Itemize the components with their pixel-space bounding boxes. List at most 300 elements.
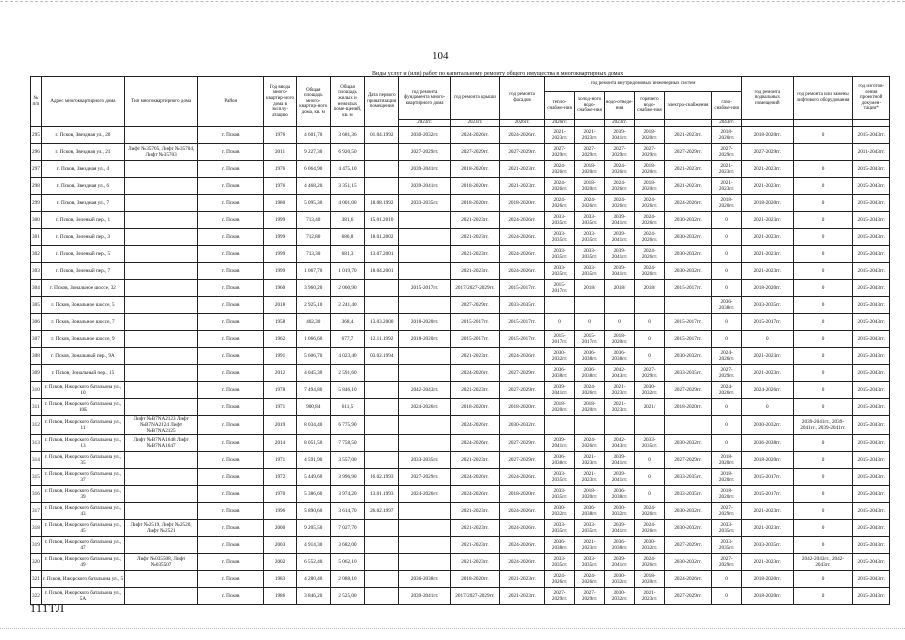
row-address: г. Псков, Ижорского батальона ул., 5 xyxy=(41,571,125,588)
row-privatization-date xyxy=(365,435,399,452)
table-row xyxy=(31,520,890,537)
row-number: 297 xyxy=(31,161,42,178)
header-sub-year: 2026гг. xyxy=(545,120,575,127)
row-number: 311 xyxy=(31,399,42,416)
row-house-type xyxy=(125,382,198,399)
row-address: г. Псков, Ижорского батальона ул., 35 xyxy=(41,452,125,469)
row-gas: 0 xyxy=(712,263,742,280)
row-privatization-date: 15.01.2010 xyxy=(365,212,399,229)
row-hot-water: 2024-2026гг. xyxy=(635,229,665,246)
row-house-type: Лифт №035508, Лифт №035507 xyxy=(125,554,198,571)
row-drainage: 2039-2041гг. xyxy=(605,246,635,263)
row-hot-water: 2024-2026гг. xyxy=(635,263,665,280)
row-cold-water: 2024-2026гг. xyxy=(575,195,605,212)
row-district: г. Псков xyxy=(198,588,264,605)
row-district: г. Псков xyxy=(198,195,264,212)
row-hot-water: 2024-2026гг. xyxy=(635,503,665,520)
row-area: 4 280,40 xyxy=(296,571,330,588)
row-house-type xyxy=(125,297,198,314)
row-hot-water xyxy=(635,297,665,314)
row-living-area: 5 846,10 xyxy=(330,382,364,399)
row-cold-water: 2021-2023гг. xyxy=(575,452,605,469)
row-house-type xyxy=(125,348,198,365)
row-heat: 2024-2026гг. xyxy=(545,195,575,212)
row-heat: 2015-2017гг. xyxy=(545,331,575,348)
row-district: г. Псков xyxy=(198,297,264,314)
row-roof: 2024-2026гг. xyxy=(450,365,499,382)
row-living-area: 2 000,90 xyxy=(330,280,364,297)
row-heat: 2033-2035гг. xyxy=(545,469,575,486)
row-cold-water: 2024-2026гг. xyxy=(575,435,605,452)
row-heat: 2033-2035гг. xyxy=(545,520,575,537)
row-address: г. Псков, Ижорского батальона ул., 5А xyxy=(41,588,125,605)
row-facade: 2024-2026гг. xyxy=(500,537,545,554)
row-basement: 2021-2023гг. xyxy=(742,178,793,195)
row-area: 5 449,60 xyxy=(296,469,330,486)
row-facade: 2021-2023гг. xyxy=(500,161,545,178)
table-row xyxy=(31,435,890,452)
row-drainage: 2039-2041гг. xyxy=(605,263,635,280)
row-privatization-date: 12.11.1992 xyxy=(365,331,399,348)
row-heat: 2021-2023гг. xyxy=(545,127,575,144)
row-project: 2015-2043гг. xyxy=(853,195,890,212)
row-address: г. Псков, Зеленый пер., 7 xyxy=(41,263,125,280)
row-electric xyxy=(664,416,711,435)
row-project: 2015-2043гг. xyxy=(853,331,890,348)
row-house-type xyxy=(125,212,198,229)
row-area: 4 591,90 xyxy=(296,452,330,469)
row-basement: 2036-2038гг. xyxy=(742,435,793,452)
row-heat: 2033-2035гг. xyxy=(545,486,575,503)
row-drainage: 2030-2032гг. xyxy=(605,571,635,588)
row-electric: 2030-2032гг. xyxy=(664,212,711,229)
row-house-type xyxy=(125,486,198,503)
row-district: г. Псков xyxy=(198,246,264,263)
row-gas: 2027-2029гг. xyxy=(712,365,742,382)
row-address: г. Псков, Ижорского батальона ул., 13 xyxy=(41,435,125,452)
row-area: 8 034,40 xyxy=(296,416,330,435)
row-house-type: Лифт №В7NА2123 Лифт №В7NА2124 Лифт №В7NА2125 xyxy=(125,416,198,435)
header-district: Район xyxy=(198,77,264,127)
row-electric: 2015-2017гг. xyxy=(664,314,711,331)
row-number: 301 xyxy=(31,229,42,246)
table-row xyxy=(31,537,890,554)
row-address: г. Псков, Зональный пер., 9А xyxy=(41,348,125,365)
row-district: г. Псков xyxy=(198,571,264,588)
row-address: г. Псков, Ижорского батальона ул., 39 xyxy=(41,486,125,503)
row-electric: 2030-2032гг. xyxy=(664,554,711,571)
row-area: 1 066,60 xyxy=(296,331,330,348)
row-roof: 2027-2029гг. xyxy=(450,297,499,314)
row-heat: 2024-2026гг. xyxy=(545,571,575,588)
row-area: 713,30 xyxy=(296,246,330,263)
row-number: 315 xyxy=(31,469,42,486)
header-drainage: водо-отведе-ния xyxy=(605,92,635,120)
row-project: 2015-2043гг. xyxy=(853,246,890,263)
table-row xyxy=(31,331,890,348)
header-facade: год ремонта фасадов xyxy=(500,77,545,120)
row-number: 314 xyxy=(31,452,42,469)
scan-edge-top xyxy=(0,1,905,2)
row-living-area: 5 062,10 xyxy=(330,554,364,571)
row-lift: 0 xyxy=(793,503,853,520)
row-facade: 2027-2029гг. xyxy=(500,365,545,382)
table-row xyxy=(31,161,890,178)
row-lift: 0 xyxy=(793,263,853,280)
row-year: 1983 xyxy=(264,571,296,588)
row-roof: 2015-2017гг. xyxy=(450,331,499,348)
row-drainage: 0 xyxy=(605,314,635,331)
row-electric: 2024-2026гг. xyxy=(664,571,711,588)
table-row xyxy=(31,297,890,314)
row-hot-water: 2024-2026гг. xyxy=(635,212,665,229)
row-hot-water xyxy=(635,416,665,435)
row-privatization-date xyxy=(365,554,399,571)
row-electric: 2015-2017гг. xyxy=(664,280,711,297)
row-area: 4 601,70 xyxy=(296,127,330,144)
row-drainage xyxy=(605,297,635,314)
row-project: 2015-2043гг. xyxy=(853,452,890,469)
row-district: г. Псков xyxy=(198,416,264,435)
row-project: 2015-2043гг. xyxy=(853,314,890,331)
header-project: год изготов-ления проектной докумен-тации* xyxy=(853,77,890,120)
row-drainage: 2018/ xyxy=(605,280,635,297)
row-heat: 2036-2038гг. xyxy=(545,537,575,554)
row-living-area: 368,4 xyxy=(330,314,364,331)
row-living-area: 7 027,70 xyxy=(330,520,364,537)
row-privatization-date: 13.07.2001 xyxy=(365,246,399,263)
row-electric: 2021-2023гг. xyxy=(664,127,711,144)
header-num: № п/п xyxy=(31,77,42,127)
row-area: 5 095,30 xyxy=(296,195,330,212)
row-cold-water: 2036-2038гг. xyxy=(575,348,605,365)
row-project: 2015-2043гг. xyxy=(853,212,890,229)
row-foundation xyxy=(399,365,450,382)
row-privatization-date xyxy=(365,571,399,588)
row-area: 402,30 xyxy=(296,314,330,331)
table-row xyxy=(31,588,890,605)
row-district: г. Псков xyxy=(198,178,264,195)
row-heat: 2030-2032гг. xyxy=(545,503,575,520)
header-privatization-date: Дата первого приватизации помещения xyxy=(365,77,399,127)
row-basement: 2024-2026гг. xyxy=(742,382,793,399)
row-hot-water: 0 xyxy=(635,348,665,365)
row-roof: 2021-2023гг. xyxy=(450,554,499,571)
row-heat: 2033-2035гг. xyxy=(545,246,575,263)
row-cold-water: 2033-2035гг. xyxy=(575,554,605,571)
row-basement: 2021-2023гг. xyxy=(742,161,793,178)
row-area: 6 064,90 xyxy=(296,161,330,178)
row-number: 321 xyxy=(31,571,42,588)
row-house-type xyxy=(125,178,198,195)
row-number: 306 xyxy=(31,314,42,331)
row-living-area: 6 920,50 xyxy=(330,144,364,161)
row-roof: 2018-2020гг. xyxy=(450,161,499,178)
footer-mark: 111ТЛ xyxy=(30,601,65,615)
row-foundation xyxy=(399,229,450,246)
row-address: г. Псков, Ижорского батальона ул., 10Б xyxy=(41,399,125,416)
row-facade: 2018-2020гг. xyxy=(500,486,545,503)
row-foundation: 2024-2026гг. xyxy=(399,399,450,416)
row-lift: 0 xyxy=(793,486,853,503)
row-area: 3 846,20 xyxy=(296,588,330,605)
row-address: г. Псков, Ижорского батальона ул., 47 xyxy=(41,537,125,554)
row-facade: 2015-2017гг. xyxy=(500,331,545,348)
row-living-area: 611,5 xyxy=(330,399,364,416)
row-cold-water: 2033-2035гг. xyxy=(575,263,605,280)
row-lift: 0 xyxy=(793,588,853,605)
row-project: 2015-2043гг. xyxy=(853,399,890,416)
row-facade: 2018-2020гг. xyxy=(500,195,545,212)
row-heat: 2024-2026гг. xyxy=(545,178,575,195)
row-lift: 0 xyxy=(793,314,853,331)
row-drainage: 2042-2043гг. xyxy=(605,365,635,382)
row-privatization-date xyxy=(365,588,399,605)
row-district: г. Псков xyxy=(198,280,264,297)
row-foundation: 2039-2041гг. xyxy=(399,588,450,605)
row-area: 713,40 xyxy=(296,212,330,229)
row-privatization-date: 16.02.1993 xyxy=(365,469,399,486)
row-basement: 0 xyxy=(742,331,793,348)
row-project: 2015-2043гг. xyxy=(853,161,890,178)
row-basement: 2021-2023гг. xyxy=(742,503,793,520)
row-number: 296 xyxy=(31,144,42,161)
row-hot-water: 2030-2032гг. xyxy=(635,537,665,554)
row-roof: 2017/2027-2029гг. xyxy=(450,280,499,297)
row-hot-water: 2024-2026гг. xyxy=(635,520,665,537)
row-year: 1960 xyxy=(264,280,296,297)
row-roof: 2024-2026гг. xyxy=(450,127,499,144)
row-living-area: 7 758,50 xyxy=(330,435,364,452)
row-electric: 2033-2035гг. xyxy=(664,486,711,503)
row-cold-water: 2021-2023гг. xyxy=(575,537,605,554)
row-area: 3 960,20 xyxy=(296,280,330,297)
row-gas: 0 xyxy=(712,416,742,435)
row-privatization-date: 26.02.1997 xyxy=(365,503,399,520)
row-district: г. Псков xyxy=(198,503,264,520)
row-roof: 2024-2026гг. xyxy=(450,469,499,486)
row-basement: 2021-2023гг. xyxy=(742,348,793,365)
row-living-area: 677,7 xyxy=(330,331,364,348)
row-area: 4 914,30 xyxy=(296,537,330,554)
row-facade: 2027-2029гг. xyxy=(500,144,545,161)
row-cold-water: 2033-2035гг. xyxy=(575,246,605,263)
row-living-area: 1 019,70 xyxy=(330,263,364,280)
row-project: 2015-2043гг. xyxy=(853,229,890,246)
header-sub-year: 2023гг. xyxy=(450,120,499,127)
row-hot-water: 2018-2020гг. xyxy=(635,161,665,178)
row-facade: 2021-2023гг. xyxy=(500,588,545,605)
row-roof: 2021-2023гг. xyxy=(450,246,499,263)
page-number: 104 xyxy=(432,50,449,62)
row-address: г. Псков, Зеленый пер., 1 xyxy=(41,212,125,229)
row-house-type xyxy=(125,537,198,554)
row-hot-water: 0 xyxy=(635,486,665,503)
row-cold-water: 2027-2029гг. xyxy=(575,144,605,161)
row-house-type xyxy=(125,503,198,520)
row-basement: 2018-2020гг. xyxy=(742,571,793,588)
row-year: 1999 xyxy=(264,246,296,263)
row-address: г. Псков, Звездная ул., 6 xyxy=(41,178,125,195)
row-lift: 0 xyxy=(793,229,853,246)
table-row xyxy=(31,195,890,212)
row-heat: 0 xyxy=(545,314,575,331)
row-basement: 2018-2020гг. xyxy=(742,280,793,297)
table-row xyxy=(31,144,890,161)
row-area: 712,80 xyxy=(296,229,330,246)
row-facade: 2021-2023гг. xyxy=(500,571,545,588)
row-drainage: 2021-2023гг. xyxy=(605,399,635,416)
header-cold-water: холод-ного водо-снабже-ния xyxy=(575,92,605,120)
row-electric: 2021-2023гг. xyxy=(664,161,711,178)
row-foundation: 2030-2032гг. xyxy=(399,127,450,144)
row-roof: 2018-2020гг. xyxy=(450,399,499,416)
row-basement: 2018-2020гг. xyxy=(742,127,793,144)
row-gas: 2018-2020гг. xyxy=(712,486,742,503)
row-basement: 2030-2032гг. xyxy=(742,416,793,435)
row-drainage: 2021-2023гг. xyxy=(605,382,635,399)
row-electric: 2027-2029гг. xyxy=(664,382,711,399)
row-number: 317 xyxy=(31,503,42,520)
row-lift: 0 xyxy=(793,331,853,348)
row-cold-water: 2036-2038гг. xyxy=(575,503,605,520)
row-hot-water: 2018-2020гг. xyxy=(635,571,665,588)
header-lift: год ремонта или замены лифтового оборудования xyxy=(793,77,853,120)
row-year: 1978 xyxy=(264,382,296,399)
row-house-type xyxy=(125,246,198,263)
table-row xyxy=(31,263,890,280)
row-district: г. Псков xyxy=(198,263,264,280)
row-lift: 0 xyxy=(793,212,853,229)
row-gas: 2033-2035гг. xyxy=(712,520,742,537)
row-privatization-date: 03.02.1994 xyxy=(365,348,399,365)
row-facade: 2024-2026гг. xyxy=(500,520,545,537)
row-gas: 2018-2020гг. xyxy=(712,452,742,469)
row-roof: 2021-2023гг. xyxy=(450,452,499,469)
header-sub-year xyxy=(575,120,605,127)
row-year: 2018 xyxy=(264,297,296,314)
row-privatization-date: 01.04.1992 xyxy=(365,127,399,144)
row-project: 2015-2043гг. xyxy=(853,416,890,435)
row-facade: 2021-2023гг. xyxy=(500,178,545,195)
row-number: 313 xyxy=(31,435,42,452)
row-lift: 0 xyxy=(793,435,853,452)
row-cold-water: 2021-2023гг. xyxy=(575,127,605,144)
row-basement: 0 xyxy=(742,399,793,416)
row-gas: 2033-2035гг. xyxy=(712,537,742,554)
row-electric: 2027-2029гг. xyxy=(664,537,711,554)
row-number: 298 xyxy=(31,178,42,195)
row-living-area: 680,8 xyxy=(330,229,364,246)
row-gas: 0 xyxy=(712,331,742,348)
row-living-area: 2 591,60 xyxy=(330,365,364,382)
row-basement: 2021-2023гг. xyxy=(742,212,793,229)
row-address: г. Псков, Зеленый пер., 3 xyxy=(41,229,125,246)
row-electric: 2018-2020гг. xyxy=(664,399,711,416)
row-project: 2015-2043гг. xyxy=(853,571,890,588)
row-roof: 2024-2026гг. xyxy=(450,416,499,435)
row-basement: 2015-2017гг. xyxy=(742,486,793,503)
row-house-type xyxy=(125,280,198,297)
row-number: 319 xyxy=(31,537,42,554)
row-district: г. Псков xyxy=(198,331,264,348)
row-house-type xyxy=(125,127,198,144)
row-address: г. Псков, Зональное шоссе, 7 xyxy=(41,314,125,331)
row-number: 304 xyxy=(31,280,42,297)
row-foundation: 2033-2035гг. xyxy=(399,452,450,469)
row-area: 4 468,20 xyxy=(296,178,330,195)
row-year: 1962 xyxy=(264,331,296,348)
row-gas: 2018-2020гг. xyxy=(712,469,742,486)
table-row xyxy=(31,246,890,263)
row-drainage: 2042-2043гг. xyxy=(605,435,635,452)
row-facade: 2027-2029гг. xyxy=(500,435,545,452)
row-heat: 2033-2035гг. xyxy=(545,229,575,246)
row-project: 2015-2043гг. xyxy=(853,297,890,314)
row-privatization-date: 18.01.2002 xyxy=(365,229,399,246)
row-district: г. Псков xyxy=(198,314,264,331)
row-year: 1976 xyxy=(264,127,296,144)
row-house-type xyxy=(125,452,198,469)
row-address: г. Псков, Зональное шоссе, 32 xyxy=(41,280,125,297)
row-facade: 2024-2026гг. xyxy=(500,127,545,144)
scan-edge-bottom xyxy=(0,628,905,629)
row-district: г. Псков xyxy=(198,229,264,246)
row-cold-water: 2024-2026гг. xyxy=(575,382,605,399)
row-area: 8 051,50 xyxy=(296,435,330,452)
row-hot-water: 0 xyxy=(635,452,665,469)
row-gas: 0 xyxy=(712,280,742,297)
row-roof: 2027-2029гг. xyxy=(450,144,499,161)
row-living-area: 4 001,00 xyxy=(330,195,364,212)
row-house-type xyxy=(125,229,198,246)
row-lift: 0 xyxy=(793,537,853,554)
row-roof: 2017/2027-2029гг. xyxy=(450,588,499,605)
row-area: 1 067,70 xyxy=(296,263,330,280)
row-district: г. Псков xyxy=(198,144,264,161)
row-lift: 0 xyxy=(793,280,853,297)
row-lift: 0 xyxy=(793,161,853,178)
row-basement: 2021-2023гг. xyxy=(742,520,793,537)
row-electric: 2024-2026гг. xyxy=(664,195,711,212)
row-facade: 2018-2020гг. xyxy=(500,399,545,416)
row-number: 308 xyxy=(31,348,42,365)
table-row xyxy=(31,503,890,520)
row-year: 2019 xyxy=(264,416,296,435)
row-cold-water: 2018-2020гг. xyxy=(575,178,605,195)
row-house-type: Лифт №2519, Лифт №2520, Лифт №2521 xyxy=(125,520,198,537)
row-foundation: 2042-2043гг. xyxy=(399,382,450,399)
table-row xyxy=(31,178,890,195)
row-foundation xyxy=(399,435,450,452)
row-living-area: 4 023,40 xyxy=(330,348,364,365)
row-basement: 2033-2035гг. xyxy=(742,297,793,314)
row-roof: 2021-2023гг. xyxy=(450,503,499,520)
table-row xyxy=(31,280,890,297)
row-lift xyxy=(793,144,853,161)
row-lift: 0 xyxy=(793,452,853,469)
row-basement: 2027-2029гг. xyxy=(742,144,793,161)
row-foundation: 2039-2041гг. xyxy=(399,161,450,178)
row-drainage: 2030-2032гг. xyxy=(605,503,635,520)
row-hot-water: 2033-2035гг. xyxy=(635,435,665,452)
row-heat: 2015-2017гг. xyxy=(545,280,575,297)
header-heat: тепло-снабже-ния xyxy=(545,92,575,120)
row-facade: 2024-2026гг. xyxy=(500,246,545,263)
row-house-type xyxy=(125,195,198,212)
row-area: 9 205,50 xyxy=(296,520,330,537)
row-district: г. Псков xyxy=(198,452,264,469)
